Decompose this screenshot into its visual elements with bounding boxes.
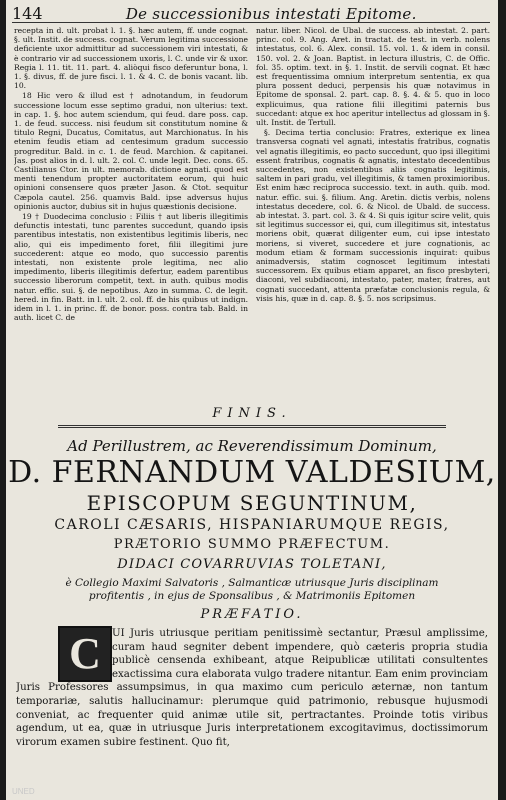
praefatio-heading: PRÆFATIO. <box>200 607 304 622</box>
paragraph: natur. liber. Nicol. de Ubal. de success. ab intestat. 2. part. princ. col. 9. Ang. Aret. in tractat. de test. in verb. nolens intestatus, col. 6. Alex. consil. 15. vol. 1. & idem in consil. 150. vol. 2. & Joan. Baptist. in lectura illustris, C. de Offic. fol. 35. optim. text. in §. 1. Instit. de servili cognat. Et hæc est frequentissima omnium interpretum sententia, ex qua plura possent deduci, perpensis his quæ notavimus in Epitome de sponsal. 2. part. cap. 8. §. 4. & 5. quo in loco explicuimus, qua ratione filii illegitimi paternis bus succedant: atque ex hoc aperitur intellectus ad glossam in §. ult. Instit. de Tertull. <box>256 26 490 128</box>
page-number: 144 <box>12 4 43 23</box>
divider-rule <box>58 427 446 428</box>
divider-rule <box>58 425 446 426</box>
dedicatee-office: PRÆTORIO SUMMO PRÆFECTUM. <box>113 537 391 552</box>
paragraph: 19 † Duodecima conclusio : Filiis † aut liberis illegitimis defunctis intestati, tunc parentes succedunt, quando ipsis parentibus intestatis, non existentibus legitimis liberis, nec alio, qui eis impedimento foret, filii illegitimi jure succederent: atque eo modo, quo successio parentis intestati, non existente prole legitima, nec alio impedimento, liberis illegitimis defertur, eadem parentibus successio liberorum competit, text. in auth. quibus modis natur. effic. sui. §. de nepotibus. Azo in summa. C. de legit. hered. in fin. Batt. in l. ult. 2. col. ff. de his quibus ut indign. idem in l. 1. in princ. ff. de bonor. poss. contra tab. Bald. in auth. licet C. de <box>14 212 248 323</box>
library-watermark: UNED <box>12 787 35 796</box>
two-column-text <box>14 26 490 406</box>
page-header <box>12 4 490 23</box>
right-column <box>256 26 490 406</box>
decorated-initial <box>58 626 112 682</box>
paragraph: recepta in d. ult. probat l. 1. §. hæc autem, ff. unde cognat. §. ult. Instit. de success. cognat. Verum legitima successione deficiente uxor admittitur ad successionem viri intestati, & è contrario vir ad successionem uxoris, l. C. unde vir & uxor. Regia l. 11. tit. 11. part. 4. aliòqui fisco deferuntur bona, l. 1. §. divus, ff. de jure fisci. l. 1. & 4. C. de bonis vacant. lib. 10. <box>14 26 248 91</box>
finis-marker: FINIS. <box>212 406 292 421</box>
paragraph: §. Decima tertia conclusio: Fratres, exterique ex linea transversa cognati vel agnati, intestatis fratribus, cognatis vel agnatis illegitimis, eo pacto succedunt, quo ipsi illegitimi essent fratribus, cognatis & agnatis, intestato decedentibus succedentes, non existentibus aliis cognatis legitimis, saltem in pari gradu, vel illegitimis, & tamen proximioribus. Est enim hæc reciproca successio. text. in auth. quib. mod. natur. effic. sui. §. filium. Ang. Aretin. dictis verbis, nolens intestatus decedere, col. 6. & Nicol. de Ubald. de success. ab intestat. 3. part. col. 3. & 4. Si quis igitur scire velit, quis sit legitimus successor ei, qui, cum illegitimus sit, intestatus moriens obit, quærat diligenter eum, cui ipse intestato moriens, si viveret, succedere et jure cognationis, ac modum etiam & formam successionis inquirat: quibus animadversis, statim cognoscet legitimum intestati successorem. Ex quibus etiam apparet, an fisco presbyteri, diaconi, vel subdiaconi, intestato, pater, mater, fratres, aut cognati succedant, attenta præfatæ conclusionis regula, & visis his, quæ in d. cap. 8. §. 5. nos scripsimus. <box>256 128 490 303</box>
left-column <box>14 26 248 406</box>
dedicatee-council: CAROLI CÆSARIS, HISPANIARUMQUE REGIS, <box>54 517 450 533</box>
running-title: De successionibus intestati Epitome. <box>125 5 417 23</box>
book-page <box>6 0 498 800</box>
preface-text: UI Juris utriusque peritiam penitissimè sectantur, Præsul amplissime, curam haud segniter debent impendere, quò cæteris propria studia publicè censenda exhibeant, atque Reipublicæ utilitati consultentes exactissima cura elaborata vulgo tradere nitantur. Eam enim provinciam Juris Professores assumpsimus, in qua maximo cum periculo æternæ, non tantum temporariæ, salutis hallucinamur: plerumque quid patrimonio, rebusque hujusmodi conveniat, ac frequenter quid animæ utile sit, pertractantes. Proinde totis viribus agendum, ut ea, quæ in utriusque Juris interpretationem excogitavimus, doctissimorum virorum examen subire festinent. Quo fit, <box>16 628 488 748</box>
author-line: DIDACI COVARRUVIAS TOLETANI, <box>117 557 387 572</box>
college-line: è Collegio Maximi Salvatoris , Salmanticæ utriusque Juris disciplinam profitentis , in ejus de Sponsalibus , & Matrimoniis Epitomen <box>65 577 439 602</box>
dedicatee-title: EPISCOPUM SEGUNTINUM, <box>86 491 418 515</box>
dedication-address: Ad Perillustrem, ac Reverendissimum Dominum, <box>67 437 437 455</box>
paragraph: 18 Hic vero & illud est † adnotandum, in feudorum successione locum esse septimo gradui, non ulterius: text. in cap. 1. §. hoc autem sciendum, qui feud. dare poss. cap. 1. de feud. success. nisi feudum sit constitutum nomine & titulo Regni, Ducatus, Comitatus, aut Marchionatus. In his etenim feudis etiam ad centesimum gradum successio progreditur. Bald. in c. 1. de feud. Marchion. & capitanei. Jas. post alios in d. l. ult. 2. col. C. unde legit. Dec. cons. 65. Castilianus Ctor. in ult. memorab. dictione agnati. quod est menti tenendum propter auctoritatem eorum, qui huic opinioni consensere quos præter Jason. & Ctot. sequitur Cæpola cautel. 256. quamvis Bald. ipse adversus hujus opinionis auctor, dubius sit in hujus quæstionis decisione. <box>14 91 248 211</box>
dedicatee-name: D. FERNANDUM VALDESIUM, <box>8 455 496 490</box>
initial-letter: C <box>69 629 101 678</box>
